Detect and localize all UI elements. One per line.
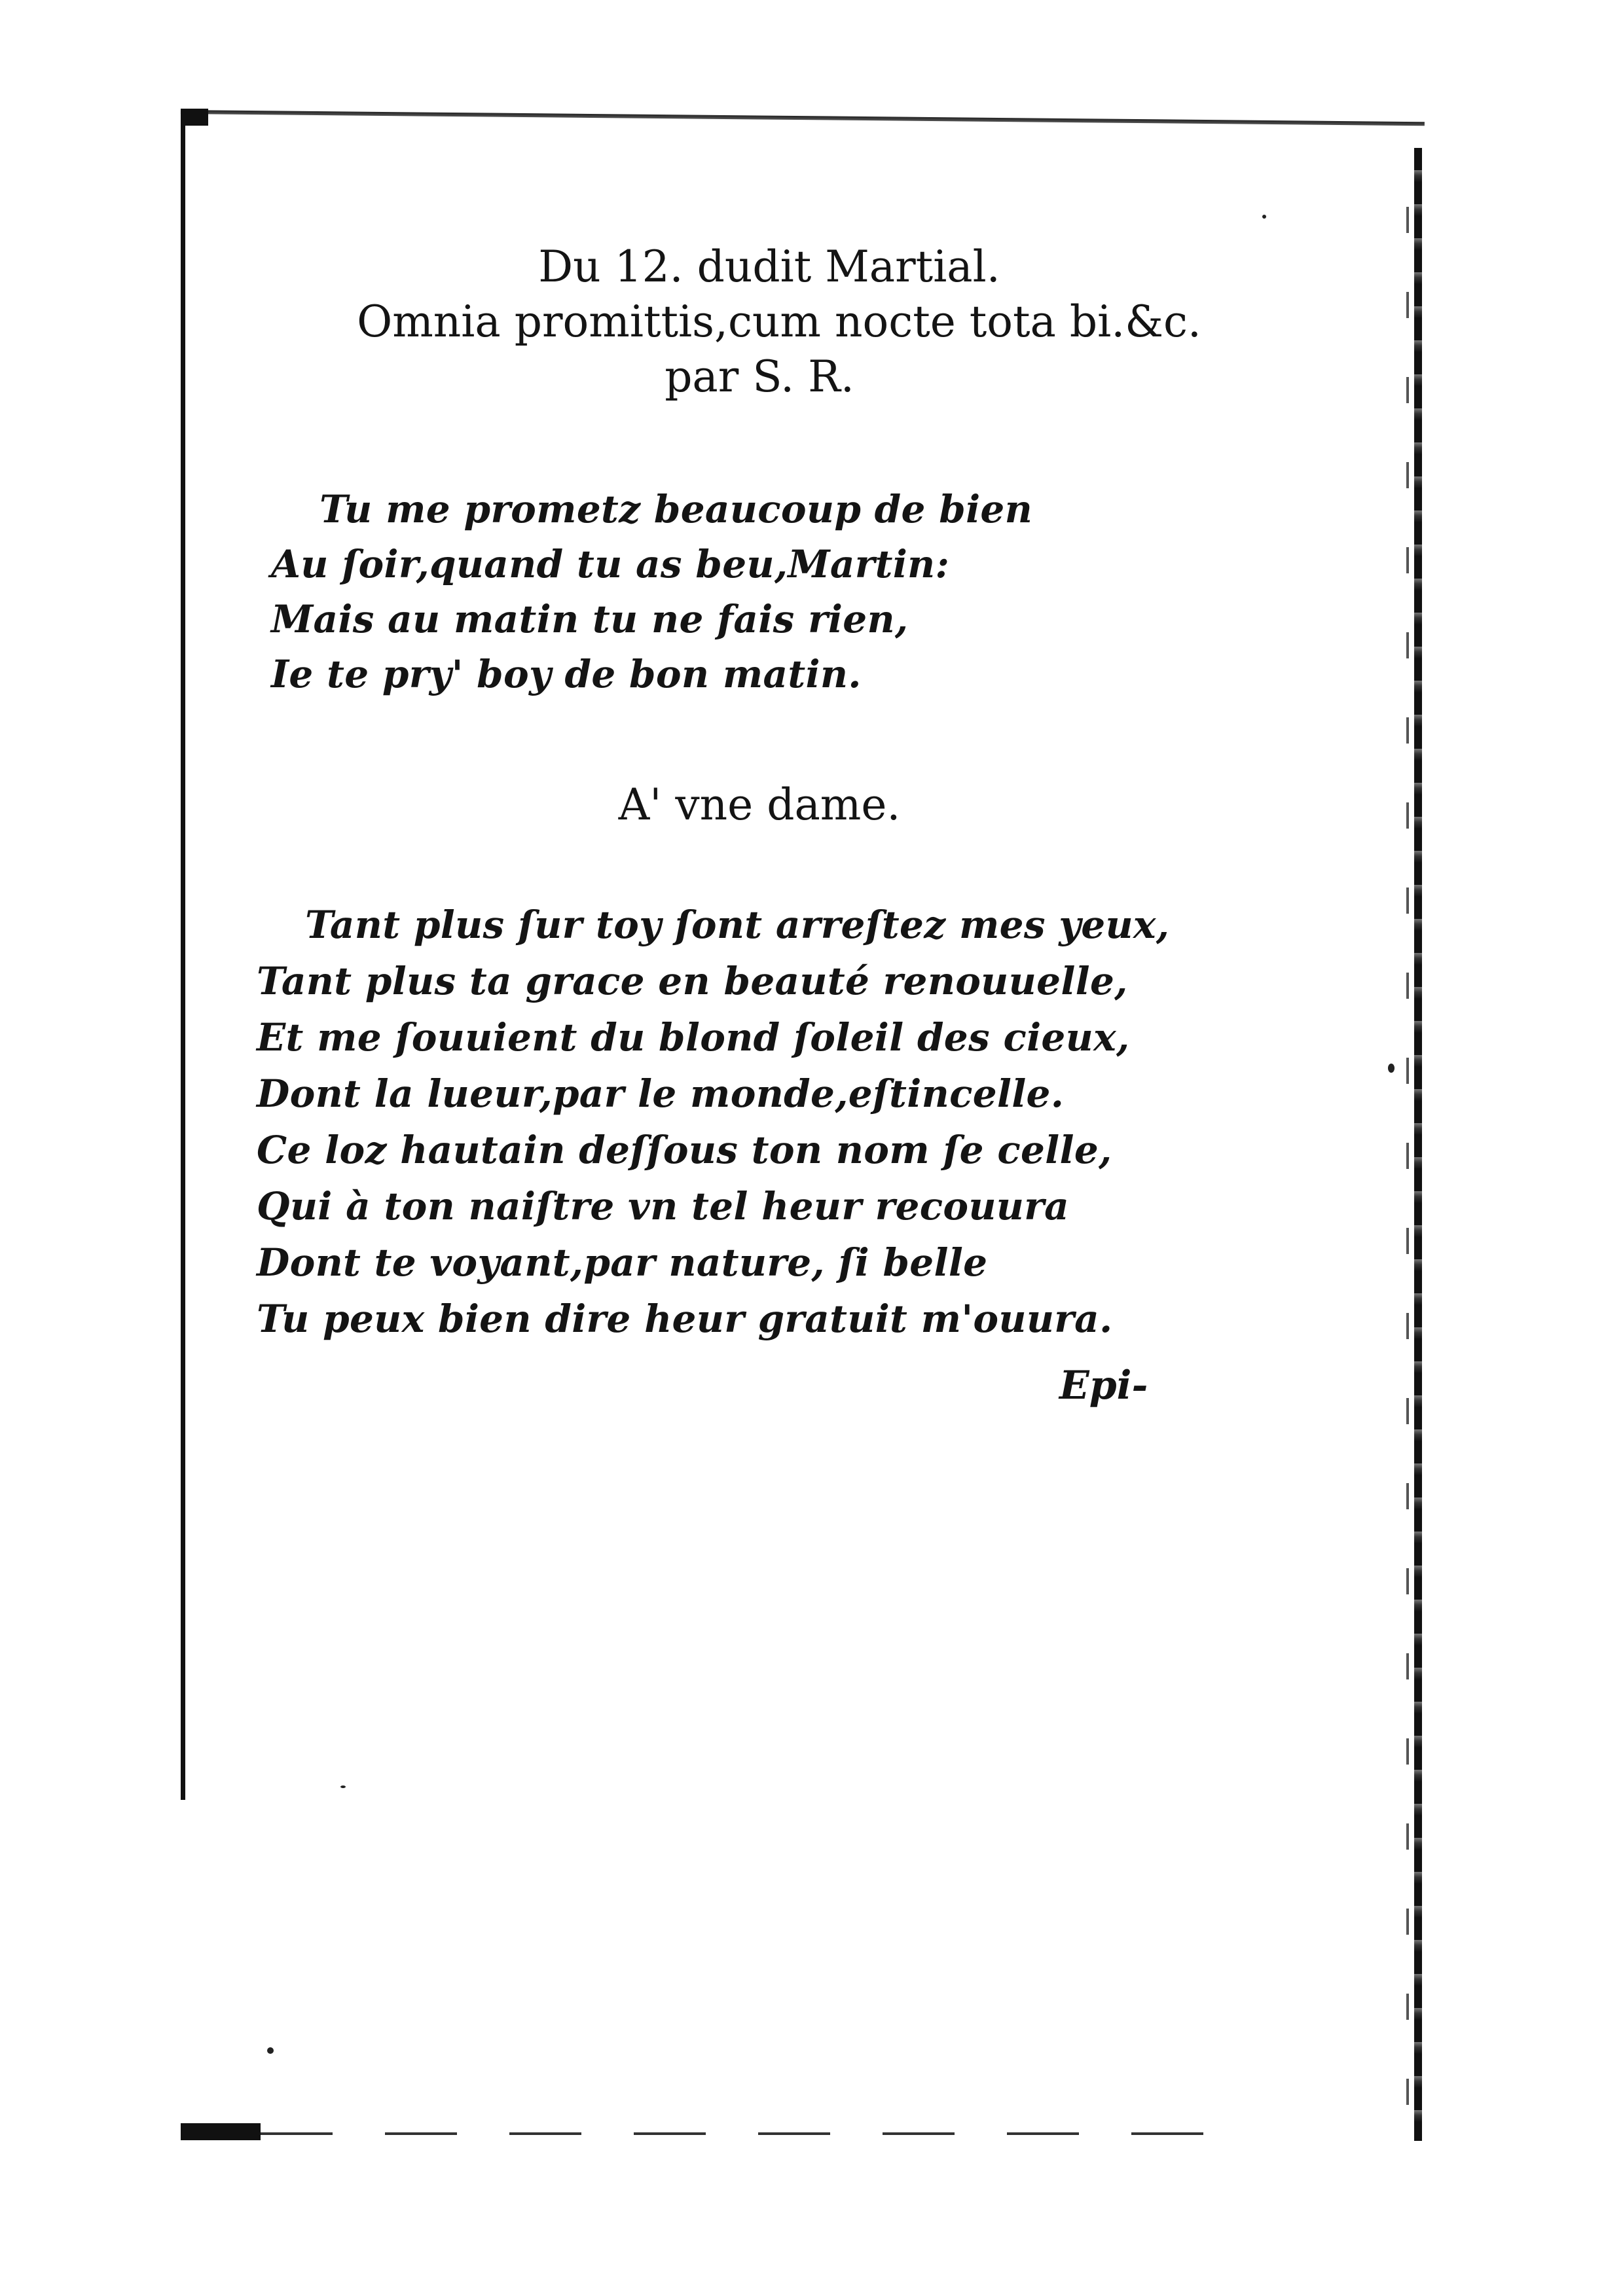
- ink-speck: [267, 2047, 274, 2054]
- poem1-title-line: Omnia promittis,cum nocte tota bi.&c.: [357, 296, 1201, 347]
- catchword: Epi-: [1059, 1363, 1148, 1408]
- verse-line: Qui à ton naiſtre vn tel heur recouura: [257, 1184, 1070, 1229]
- poem2-verse: [257, 897, 1170, 1347]
- ink-speck: [340, 1785, 346, 1788]
- verse-line: Mais au matin tu ne fais rien,: [271, 597, 909, 641]
- verse-line: Et me ſouuient du blond ſoleil des cieux,: [257, 1015, 1130, 1060]
- poem2-title: [530, 778, 989, 833]
- page-edge-bottom: [261, 2132, 1210, 2135]
- verse-line: Tu peux bien dire heur gratuit m'ouura.: [257, 1297, 1113, 1341]
- poem1-title-line: Du 12. dudit Martial.: [538, 242, 1000, 292]
- page-edge-right-shadow: [1406, 148, 1409, 2141]
- poem1-title: [196, 240, 1322, 404]
- verse-line: Tant plus ta grace en beauté renouuelle,: [257, 959, 1128, 1003]
- page-edge-right: [1414, 148, 1422, 2141]
- verse-line: Tu me prometz beaucoup de bien: [319, 487, 1033, 531]
- page-corner-bottom-left: [181, 2123, 261, 2140]
- poem2-title-line: A' vne dame.: [618, 780, 901, 830]
- ink-speck: [1388, 1064, 1395, 1073]
- verse-line: Dont te voyant,par nature, ſi belle: [257, 1240, 988, 1285]
- ink-speck: [1262, 215, 1266, 219]
- page-corner-top-left: [181, 109, 208, 126]
- verse-line: Au ſoir,quand tu as beu,Martin:: [271, 542, 950, 586]
- poem1-title-line: par S. R.: [665, 351, 854, 402]
- page-edge-left: [181, 111, 185, 1800]
- verse-line: Ie te pry' boy de bon matin.: [271, 652, 862, 696]
- verse-line: Tant plus ſur toy ſont arreſtez mes yeux,: [305, 903, 1170, 947]
- verse-line: Ce loz hautain deſſous ton nom ſe celle,: [257, 1128, 1112, 1172]
- verse-line: Dont la lueur,par le monde,eſtincelle.: [257, 1071, 1065, 1116]
- poem1-verse: [271, 482, 1033, 702]
- page-edge-top: [181, 110, 1425, 126]
